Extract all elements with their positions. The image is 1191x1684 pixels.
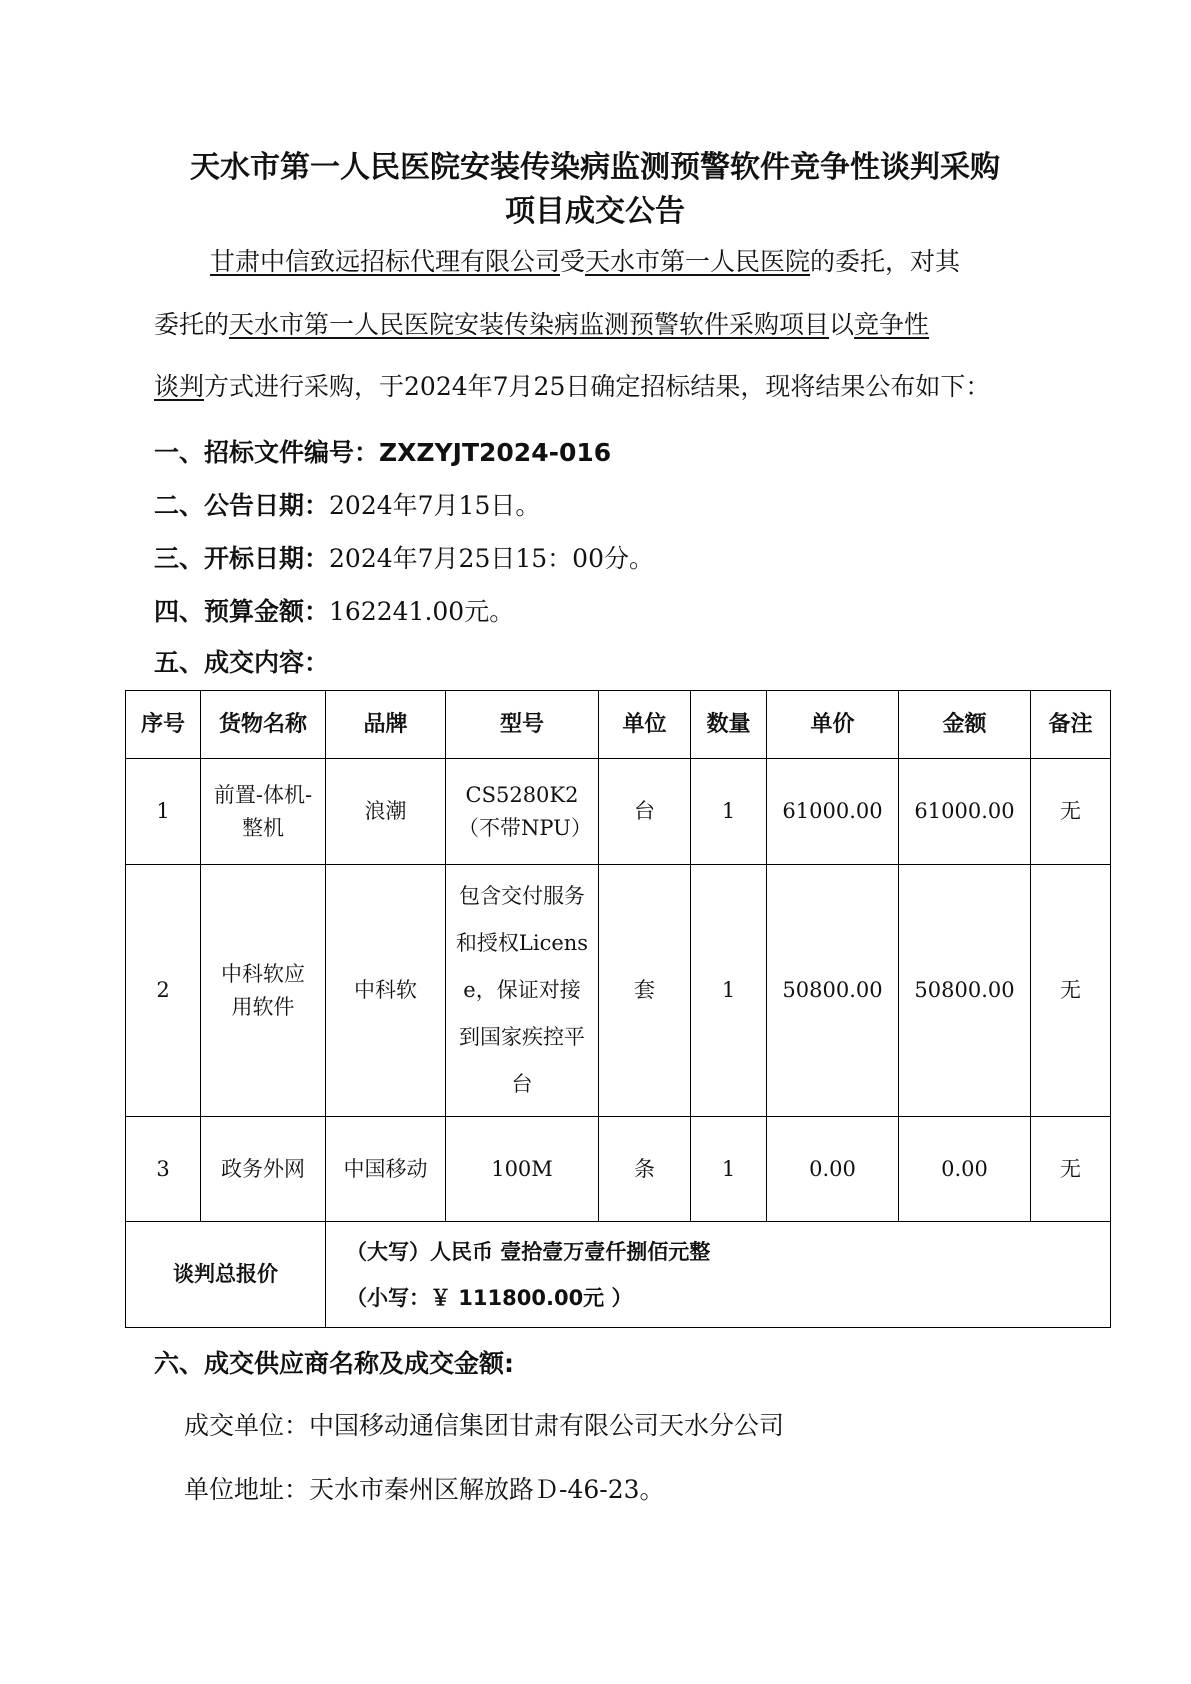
budget-amount: 162241.00元。 (329, 597, 515, 626)
col-header-amount: 金额 (899, 691, 1031, 759)
cell-model: 包含交付服务和授权License，保证对接到国家疾控平台 (446, 865, 599, 1117)
cell-name: 前置-体机-整机 (201, 759, 326, 865)
intro-line3: 谈判方式进行采购，于2024年7月25日确定招标结果，现将结果公布如下： (154, 372, 991, 401)
section-winner: 六、成交供应商名称及成交金额: (154, 1349, 514, 1378)
intro-line2: 委托的天水市第一人民医院安装传染病监测预警软件采购项目以竞争性 (154, 310, 930, 339)
section-open-date: 三、开标日期：2024年7月25日15：00分。 (154, 544, 654, 573)
file-number: ZXZYJT2024-016 (379, 438, 612, 467)
table-row (126, 1117, 1111, 1222)
project-name: 天水市第一人民医院安装传染病监测预警软件采购项目 (229, 310, 830, 339)
cell-unit: 套 (599, 865, 691, 1117)
col-header-qty: 数量 (691, 691, 767, 759)
cell-qty: 1 (691, 865, 767, 1117)
section-content: 五、成交内容： (154, 648, 330, 677)
col-header-note: 备注 (1031, 691, 1111, 759)
doc-title-line2: 项目成交公告 (505, 194, 685, 229)
cell-no: 1 (126, 759, 201, 865)
agent-name: 甘肃中信致远招标代理有限公司 (210, 247, 561, 276)
open-date: 2024年7月25日15：00分。 (329, 544, 654, 573)
cell-name: 中科软应用软件 (201, 865, 326, 1117)
cell-amount: 61000.00 (899, 759, 1031, 865)
cell-model: 100M (446, 1117, 599, 1222)
table-header-row (126, 691, 1111, 759)
col-header-price: 单价 (767, 691, 899, 759)
cell-brand: 浪潮 (326, 759, 446, 865)
doc-title-line1: 天水市第一人民医院安装传染病监测预警软件竞争性谈判采购 (190, 150, 1000, 185)
section-announce-date: 二、公告日期：2024年7月15日。 (154, 491, 541, 520)
cell-price: 50800.00 (767, 865, 899, 1117)
cell-note: 无 (1031, 865, 1111, 1117)
col-header-name: 货物名称 (201, 691, 326, 759)
cell-unit: 条 (599, 1117, 691, 1222)
table-total-row (126, 1222, 1111, 1328)
cell-no: 3 (126, 1117, 201, 1222)
col-header-unit: 单位 (599, 691, 691, 759)
announce-date: 2024年7月15日。 (329, 491, 541, 520)
items-table (125, 690, 1111, 1328)
method-part1: 竞争性 (854, 310, 930, 339)
cell-brand: 中国移动 (326, 1117, 446, 1222)
cell-brand: 中科软 (326, 865, 446, 1117)
cell-name: 政务外网 (201, 1117, 326, 1222)
col-header-model: 型号 (446, 691, 599, 759)
col-header-no: 序号 (126, 691, 201, 759)
cell-note: 无 (1031, 1117, 1111, 1222)
total-value-cell (326, 1222, 1111, 1328)
cell-price: 61000.00 (767, 759, 899, 865)
client-name: 天水市第一人民医院 (585, 247, 811, 276)
cell-note: 无 (1031, 759, 1111, 865)
table-row (126, 865, 1111, 1117)
cell-qty: 1 (691, 1117, 767, 1222)
cell-model: CS5280K2（不带NPU） (446, 759, 599, 865)
total-upper: （大写）人民币 壹拾壹万壹仟捌佰元整 (346, 1239, 711, 1264)
winner-unit: 中国移动通信集团甘肃有限公司天水分公司 (309, 1411, 785, 1440)
table-row (126, 759, 1111, 865)
winner-address: 天水市秦州区解放路Ｄ-46-23。 (309, 1475, 665, 1504)
cell-qty: 1 (691, 759, 767, 865)
cell-no: 2 (126, 865, 201, 1117)
total-label: 谈判总报价 (126, 1222, 326, 1328)
total-lower: （小写：￥ 111800.00元 ） (346, 1285, 633, 1310)
section-file-number: 一、招标文件编号：ZXZYJT2024-016 (154, 438, 612, 467)
cell-price: 0.00 (767, 1117, 899, 1222)
winner-address-line: 单位地址：天水市秦州区解放路Ｄ-46-23。 (184, 1475, 665, 1504)
section-budget: 四、预算金额：162241.00元。 (154, 597, 515, 626)
cell-unit: 台 (599, 759, 691, 865)
cell-amount: 0.00 (899, 1117, 1031, 1222)
winner-unit-line: 成交单位：中国移动通信集团甘肃有限公司天水分公司 (184, 1411, 785, 1440)
col-header-brand: 品牌 (326, 691, 446, 759)
cell-amount: 50800.00 (899, 865, 1031, 1117)
method-part2: 谈判 (154, 372, 205, 401)
intro-line1: 甘肃中信致远招标代理有限公司受天水市第一人民医院的委托，对其 (210, 247, 961, 276)
